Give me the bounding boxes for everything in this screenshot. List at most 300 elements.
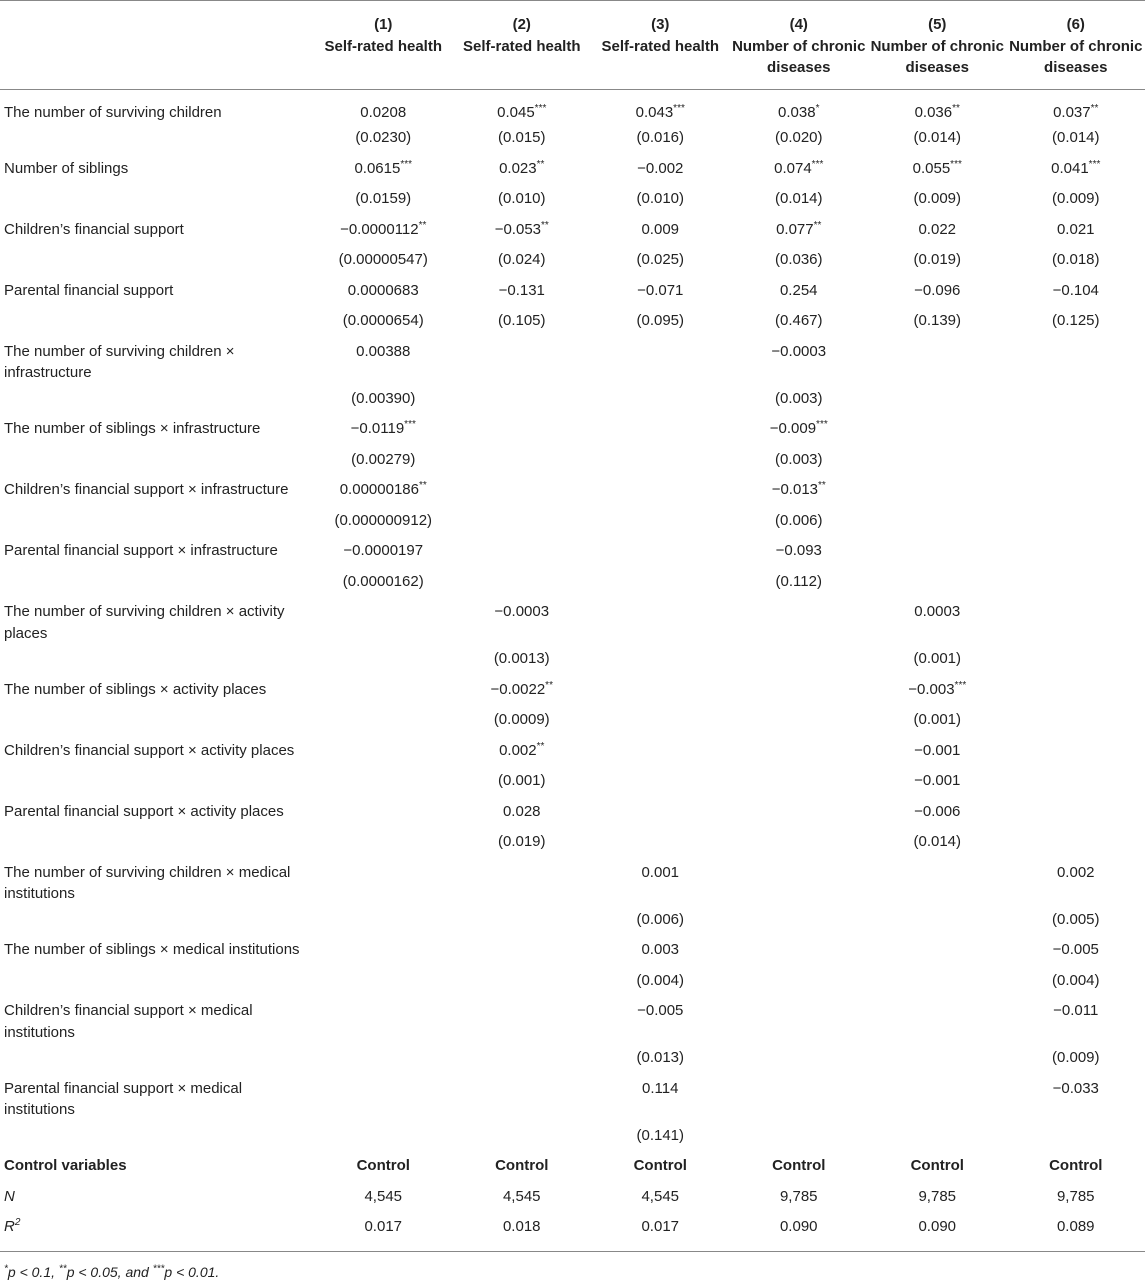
standard-error-cell xyxy=(730,1121,869,1152)
standard-error-row xyxy=(0,1043,1145,1074)
coefficient-cell xyxy=(868,337,1007,384)
row-label-blank xyxy=(0,1043,314,1074)
standard-error-cell xyxy=(1007,766,1145,797)
standard-error-cell: (0.004) xyxy=(1007,966,1145,997)
summary-cell: 4,545 xyxy=(453,1182,592,1213)
coefficient-cell xyxy=(730,935,869,966)
row-label: Parental financial support × medical institutions xyxy=(0,1074,314,1121)
column-number: (1) xyxy=(314,1,453,36)
standard-error-cell: (0.014) xyxy=(730,184,869,215)
standard-error-cell: (0.001) xyxy=(868,705,1007,736)
standard-error-cell: (0.018) xyxy=(1007,245,1145,276)
coefficient-cell xyxy=(591,337,730,384)
standard-error-cell xyxy=(868,1121,1007,1152)
coefficient-cell: 0.0003 xyxy=(868,597,1007,644)
standard-error-cell xyxy=(453,905,592,936)
coefficient-row xyxy=(0,337,1145,384)
coefficient-cell xyxy=(314,935,453,966)
coefficient-row xyxy=(0,597,1145,644)
coefficient-cell: 0.009 xyxy=(591,215,730,246)
header-blank xyxy=(0,1,314,36)
coefficient-cell: −0.0003 xyxy=(730,337,869,384)
standard-error-cell xyxy=(868,506,1007,537)
row-label-blank xyxy=(0,766,314,797)
standard-error-cell: (0.003) xyxy=(730,445,869,476)
coefficient-cell: −0.009*** xyxy=(730,414,869,445)
column-number: (4) xyxy=(730,1,869,36)
coefficient-cell xyxy=(730,996,869,1043)
standard-error-cell: (0.0159) xyxy=(314,184,453,215)
standard-error-cell xyxy=(314,766,453,797)
standard-error-cell: (0.001) xyxy=(453,766,592,797)
significance-stars: ** xyxy=(1091,103,1099,114)
coefficient-cell: −0.011 xyxy=(1007,996,1145,1043)
coefficient-cell: −0.003*** xyxy=(868,675,1007,706)
standard-error-cell: (0.036) xyxy=(730,245,869,276)
standard-error-cell: (0.467) xyxy=(730,306,869,337)
coefficient-cell xyxy=(314,597,453,644)
standard-error-cell xyxy=(730,644,869,675)
standard-error-cell xyxy=(730,766,869,797)
summary-label: N xyxy=(0,1182,314,1213)
standard-error-cell: (0.0000162) xyxy=(314,567,453,598)
coefficient-cell: −0.0000197 xyxy=(314,536,453,567)
standard-error-row xyxy=(0,905,1145,936)
coefficient-cell: −0.002 xyxy=(591,154,730,185)
standard-error-cell xyxy=(453,1043,592,1074)
coefficient-cell xyxy=(453,475,592,506)
significance-stars: ** xyxy=(545,680,553,691)
significance-stars: ** xyxy=(541,220,549,231)
row-label: The number of surviving children × infrastructure xyxy=(0,337,314,384)
significance-stars: *** xyxy=(950,159,962,170)
coefficient-cell: 0.00000186** xyxy=(314,475,453,506)
coefficient-cell: 0.022 xyxy=(868,215,1007,246)
summary-cell: 0.090 xyxy=(730,1212,869,1251)
coefficient-cell: 0.055*** xyxy=(868,154,1007,185)
significance-stars: *** xyxy=(673,103,685,114)
coefficient-cell xyxy=(868,996,1007,1043)
standard-error-cell xyxy=(453,506,592,537)
standard-error-cell xyxy=(591,506,730,537)
standard-error-cell xyxy=(453,445,592,476)
standard-error-cell: (0.095) xyxy=(591,306,730,337)
standard-error-cell: (0.112) xyxy=(730,567,869,598)
table-body xyxy=(0,89,1145,1251)
coefficient-cell: −0.0000112** xyxy=(314,215,453,246)
standard-error-cell xyxy=(1007,506,1145,537)
standard-error-cell xyxy=(314,705,453,736)
row-label: Parental financial support × infrastructure xyxy=(0,536,314,567)
standard-error-cell xyxy=(591,766,730,797)
coefficient-cell: 0.041*** xyxy=(1007,154,1145,185)
coefficient-cell: −0.013** xyxy=(730,475,869,506)
coefficient-row xyxy=(0,475,1145,506)
standard-error-row xyxy=(0,184,1145,215)
coefficient-cell xyxy=(314,675,453,706)
coefficient-cell: 0.037** xyxy=(1007,89,1145,123)
standard-error-cell xyxy=(730,827,869,858)
coefficient-cell xyxy=(730,675,869,706)
column-number: (6) xyxy=(1007,1,1145,36)
significance-stars: *** xyxy=(535,103,547,114)
coefficient-row xyxy=(0,89,1145,123)
row-label-blank xyxy=(0,966,314,997)
standard-error-cell xyxy=(591,445,730,476)
standard-error-row xyxy=(0,306,1145,337)
summary-label: Control variables xyxy=(0,1151,314,1182)
significance-stars: ** xyxy=(537,159,545,170)
summary-cell: Control xyxy=(868,1151,1007,1182)
row-label: Children’s financial support × medical institutions xyxy=(0,996,314,1043)
summary-cell: 9,785 xyxy=(868,1182,1007,1213)
summary-row xyxy=(0,1151,1145,1182)
standard-error-cell: (0.009) xyxy=(1007,184,1145,215)
coefficient-cell: −0.005 xyxy=(1007,935,1145,966)
summary-label: $R^2$ xyxy=(0,1212,314,1251)
standard-error-cell xyxy=(1007,1121,1145,1152)
coefficient-cell: 0.003 xyxy=(591,935,730,966)
standard-error-cell: (0.025) xyxy=(591,245,730,276)
summary-cell: 0.017 xyxy=(591,1212,730,1251)
standard-error-row xyxy=(0,766,1145,797)
significance-stars: ** xyxy=(952,103,960,114)
coefficient-cell: 0.038* xyxy=(730,89,869,123)
summary-row xyxy=(0,1212,1145,1251)
summary-cell: Control xyxy=(314,1151,453,1182)
standard-error-cell: (0.000000912) xyxy=(314,506,453,537)
row-label: Children’s financial support xyxy=(0,215,314,246)
standard-error-cell: (0.00000547) xyxy=(314,245,453,276)
standard-error-cell xyxy=(314,644,453,675)
significance-stars: ** xyxy=(814,220,822,231)
column-number-row xyxy=(0,1,1145,36)
significance-stars: ** xyxy=(419,220,427,231)
row-label-blank xyxy=(0,506,314,537)
summary-cell: 9,785 xyxy=(730,1182,869,1213)
summary-row xyxy=(0,1182,1145,1213)
standard-error-cell: (0.020) xyxy=(730,123,869,154)
row-label-blank xyxy=(0,306,314,337)
standard-error-cell xyxy=(868,384,1007,415)
standard-error-cell: (0.141) xyxy=(591,1121,730,1152)
column-label: Self-rated health xyxy=(591,36,730,90)
row-label-blank xyxy=(0,827,314,858)
row-label-blank xyxy=(0,705,314,736)
coefficient-cell xyxy=(730,858,869,905)
significance-stars: *** xyxy=(1089,159,1101,170)
coefficient-cell xyxy=(591,536,730,567)
standard-error-row xyxy=(0,506,1145,537)
row-label: The number of surviving children xyxy=(0,89,314,123)
coefficient-row xyxy=(0,1074,1145,1121)
summary-cell: 4,545 xyxy=(314,1182,453,1213)
row-label: Number of siblings xyxy=(0,154,314,185)
coefficient-cell: 0.114 xyxy=(591,1074,730,1121)
row-label: Children’s financial support × activity places xyxy=(0,736,314,767)
standard-error-cell xyxy=(730,905,869,936)
significance-stars: * xyxy=(816,103,820,114)
standard-error-row xyxy=(0,384,1145,415)
standard-error-cell: (0.004) xyxy=(591,966,730,997)
column-label: Number of chronic diseases xyxy=(868,36,1007,90)
significance-stars: *** xyxy=(400,159,412,170)
coefficient-cell: 0.002** xyxy=(453,736,592,767)
coefficient-cell xyxy=(453,996,592,1043)
table-header xyxy=(0,1,1145,90)
standard-error-cell xyxy=(453,567,592,598)
standard-error-cell: (0.00390) xyxy=(314,384,453,415)
coefficient-cell xyxy=(453,414,592,445)
column-label: Number of chronic diseases xyxy=(1007,36,1145,90)
coefficient-cell xyxy=(868,858,1007,905)
coefficient-cell: 0.00388 xyxy=(314,337,453,384)
coefficient-cell: 0.002 xyxy=(1007,858,1145,905)
standard-error-cell: (0.010) xyxy=(591,184,730,215)
coefficient-cell: −0.033 xyxy=(1007,1074,1145,1121)
standard-error-cell xyxy=(868,1043,1007,1074)
summary-cell: 4,545 xyxy=(591,1182,730,1213)
summary-cell: 0.018 xyxy=(453,1212,592,1251)
row-label-blank xyxy=(0,905,314,936)
row-label-blank xyxy=(0,1121,314,1152)
row-label: The number of siblings × infrastructure xyxy=(0,414,314,445)
standard-error-row xyxy=(0,966,1145,997)
coefficient-cell: 0.0615*** xyxy=(314,154,453,185)
coefficient-cell xyxy=(453,935,592,966)
row-label-blank xyxy=(0,384,314,415)
significance-stars: *** xyxy=(153,1263,165,1274)
standard-error-cell xyxy=(453,384,592,415)
summary-cell: Control xyxy=(591,1151,730,1182)
significance-stars: ** xyxy=(59,1263,67,1274)
summary-cell: 9,785 xyxy=(1007,1182,1145,1213)
standard-error-row xyxy=(0,705,1145,736)
standard-error-cell xyxy=(591,384,730,415)
significance-stars: *** xyxy=(816,419,828,430)
standard-error-cell xyxy=(1007,445,1145,476)
significance-stars: *** xyxy=(955,680,967,691)
standard-error-cell: (0.001) xyxy=(868,644,1007,675)
significance-stars: * xyxy=(4,1263,8,1274)
column-number: (3) xyxy=(591,1,730,36)
summary-cell: 0.089 xyxy=(1007,1212,1145,1251)
coefficient-row xyxy=(0,797,1145,828)
row-label: The number of surviving children × activity places xyxy=(0,597,314,644)
standard-error-cell xyxy=(453,1121,592,1152)
row-label: Parental financial support xyxy=(0,276,314,307)
standard-error-cell xyxy=(1007,827,1145,858)
standard-error-cell: (0.024) xyxy=(453,245,592,276)
standard-error-row xyxy=(0,245,1145,276)
column-label: Number of chronic diseases xyxy=(730,36,869,90)
coefficient-cell: −0.053** xyxy=(453,215,592,246)
coefficient-cell: −0.104 xyxy=(1007,276,1145,307)
coefficient-cell xyxy=(868,475,1007,506)
coefficient-cell xyxy=(730,797,869,828)
standard-error-cell xyxy=(314,905,453,936)
standard-error-cell: (0.015) xyxy=(453,123,592,154)
row-label: The number of siblings × activity places xyxy=(0,675,314,706)
coefficient-cell xyxy=(591,597,730,644)
header-blank xyxy=(0,36,314,90)
coefficient-cell xyxy=(453,536,592,567)
standard-error-cell: (0.019) xyxy=(868,245,1007,276)
row-label: The number of surviving children × medical institutions xyxy=(0,858,314,905)
standard-error-cell: (0.0013) xyxy=(453,644,592,675)
standard-error-cell xyxy=(1007,384,1145,415)
standard-error-cell: (0.009) xyxy=(1007,1043,1145,1074)
coefficient-cell xyxy=(868,414,1007,445)
column-label: Self-rated health xyxy=(314,36,453,90)
standard-error-row xyxy=(0,827,1145,858)
coefficient-cell xyxy=(868,536,1007,567)
coefficient-cell xyxy=(1007,414,1145,445)
coefficient-row xyxy=(0,996,1145,1043)
coefficient-cell: 0.001 xyxy=(591,858,730,905)
column-label-row xyxy=(0,36,1145,90)
standard-error-cell xyxy=(730,1043,869,1074)
column-label: Self-rated health xyxy=(453,36,592,90)
coefficient-row xyxy=(0,536,1145,567)
coefficient-row xyxy=(0,858,1145,905)
standard-error-cell: (0.019) xyxy=(453,827,592,858)
standard-error-cell xyxy=(868,445,1007,476)
row-label-blank xyxy=(0,245,314,276)
coefficient-cell: 0.254 xyxy=(730,276,869,307)
coefficient-cell xyxy=(1007,337,1145,384)
coefficient-row xyxy=(0,935,1145,966)
coefficient-cell: 0.045*** xyxy=(453,89,592,123)
column-number: (5) xyxy=(868,1,1007,36)
standard-error-cell xyxy=(314,1121,453,1152)
significance-stars: *** xyxy=(812,159,824,170)
standard-error-cell xyxy=(453,966,592,997)
standard-error-cell: (0.105) xyxy=(453,306,592,337)
row-label-blank xyxy=(0,445,314,476)
coefficient-cell: 0.077** xyxy=(730,215,869,246)
coefficient-cell xyxy=(591,414,730,445)
column-number: (2) xyxy=(453,1,592,36)
standard-error-cell xyxy=(868,966,1007,997)
coefficient-cell: 0.074*** xyxy=(730,154,869,185)
standard-error-cell xyxy=(591,827,730,858)
coefficient-cell xyxy=(314,1074,453,1121)
significance-stars: ** xyxy=(818,480,826,491)
coefficient-cell xyxy=(453,337,592,384)
coefficient-cell xyxy=(453,858,592,905)
coefficient-cell xyxy=(730,597,869,644)
standard-error-cell xyxy=(591,705,730,736)
standard-error-cell: (0.006) xyxy=(730,506,869,537)
coefficient-cell: 0.043*** xyxy=(591,89,730,123)
standard-error-cell: (0.0230) xyxy=(314,123,453,154)
standard-error-row xyxy=(0,644,1145,675)
coefficient-cell xyxy=(1007,475,1145,506)
coefficient-cell xyxy=(1007,797,1145,828)
coefficient-cell: −0.0119*** xyxy=(314,414,453,445)
row-label-blank xyxy=(0,123,314,154)
standard-error-row xyxy=(0,445,1145,476)
coefficient-row xyxy=(0,154,1145,185)
standard-error-cell xyxy=(1007,705,1145,736)
coefficient-cell: 0.021 xyxy=(1007,215,1145,246)
standard-error-cell xyxy=(591,567,730,598)
standard-error-cell: (0.00279) xyxy=(314,445,453,476)
standard-error-cell: (0.014) xyxy=(1007,123,1145,154)
coefficient-cell xyxy=(730,736,869,767)
significance-footnote: *p < 0.1, **p < 0.05, and ***p < 0.01. xyxy=(0,1252,1145,1280)
coefficient-cell: −0.071 xyxy=(591,276,730,307)
coefficient-cell xyxy=(314,736,453,767)
coefficient-cell: −0.131 xyxy=(453,276,592,307)
coefficient-cell xyxy=(453,1074,592,1121)
coefficient-cell xyxy=(868,1074,1007,1121)
standard-error-cell: (0.003) xyxy=(730,384,869,415)
coefficient-row xyxy=(0,736,1145,767)
coefficient-cell: −0.006 xyxy=(868,797,1007,828)
coefficient-cell: −0.0022** xyxy=(453,675,592,706)
row-label: Parental financial support × activity places xyxy=(0,797,314,828)
coefficient-cell xyxy=(314,858,453,905)
significance-stars: *** xyxy=(404,419,416,430)
coefficient-cell xyxy=(1007,675,1145,706)
significance-stars: ** xyxy=(419,480,427,491)
coefficient-cell: 0.023** xyxy=(453,154,592,185)
coefficient-cell xyxy=(591,797,730,828)
standard-error-cell: (0.005) xyxy=(1007,905,1145,936)
standard-error-cell: (0.009) xyxy=(868,184,1007,215)
coefficient-cell: 0.0000683 xyxy=(314,276,453,307)
standard-error-row xyxy=(0,123,1145,154)
standard-error-cell xyxy=(1007,644,1145,675)
coefficient-row xyxy=(0,675,1145,706)
standard-error-cell: (0.006) xyxy=(591,905,730,936)
standard-error-cell: (0.139) xyxy=(868,306,1007,337)
coefficient-row xyxy=(0,414,1145,445)
coefficient-cell xyxy=(591,736,730,767)
summary-cell: Control xyxy=(453,1151,592,1182)
standard-error-cell xyxy=(730,705,869,736)
coefficient-cell: −0.0003 xyxy=(453,597,592,644)
coefficient-cell: −0.096 xyxy=(868,276,1007,307)
superscript: 2 xyxy=(15,1217,21,1228)
coefficient-cell xyxy=(314,797,453,828)
coefficient-cell: −0.005 xyxy=(591,996,730,1043)
coefficient-cell: −0.093 xyxy=(730,536,869,567)
significance-stars: ** xyxy=(537,741,545,752)
standard-error-cell xyxy=(868,905,1007,936)
row-label-blank xyxy=(0,567,314,598)
summary-cell: Control xyxy=(730,1151,869,1182)
standard-error-row xyxy=(0,1121,1145,1152)
coefficient-cell xyxy=(591,675,730,706)
coefficient-cell: 0.0208 xyxy=(314,89,453,123)
standard-error-cell: (0.016) xyxy=(591,123,730,154)
coefficient-cell xyxy=(730,1074,869,1121)
standard-error-cell xyxy=(314,827,453,858)
standard-error-cell xyxy=(1007,567,1145,598)
coefficient-row xyxy=(0,215,1145,246)
coefficient-cell xyxy=(1007,597,1145,644)
standard-error-cell: (0.0000654) xyxy=(314,306,453,337)
coefficient-cell xyxy=(1007,536,1145,567)
row-label: The number of siblings × medical institutions xyxy=(0,935,314,966)
summary-cell: 0.090 xyxy=(868,1212,1007,1251)
coefficient-row xyxy=(0,276,1145,307)
coefficient-cell xyxy=(1007,736,1145,767)
row-label-blank xyxy=(0,184,314,215)
